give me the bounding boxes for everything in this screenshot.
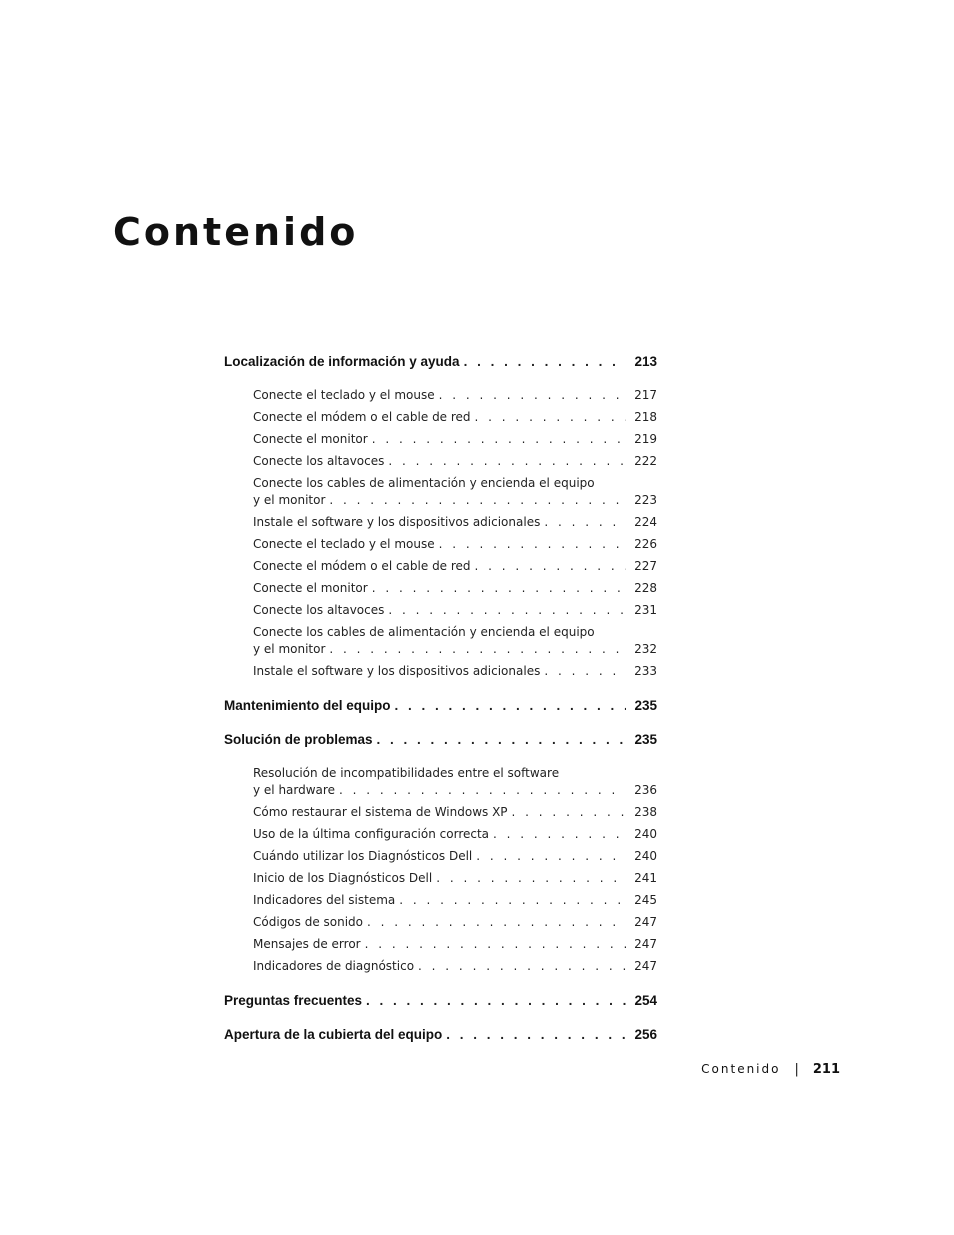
dot-leader bbox=[493, 827, 626, 841]
dot-leader bbox=[367, 915, 626, 929]
toc-page-number: 219 bbox=[634, 432, 657, 446]
toc-item-label: Instale el software y los dispositivos adicionales bbox=[253, 664, 541, 678]
toc-item-label: Conecte el módem o el cable de red bbox=[253, 559, 471, 573]
toc-page-number: 247 bbox=[634, 937, 657, 951]
toc-item-label: Conecte el monitor bbox=[253, 581, 368, 595]
toc-item[interactable] bbox=[224, 388, 657, 410]
toc-item[interactable] bbox=[224, 871, 657, 893]
toc-section-label: Localización de información y ayuda bbox=[224, 354, 460, 369]
dot-leader bbox=[366, 993, 626, 1008]
toc-section-label: Apertura de la cubierta del equipo bbox=[224, 1027, 443, 1042]
footer-label: Contenido bbox=[701, 1062, 781, 1076]
dot-leader bbox=[439, 537, 626, 551]
toc-page-number: 227 bbox=[634, 559, 657, 573]
toc-page-number: 241 bbox=[634, 871, 657, 885]
dot-leader bbox=[329, 493, 626, 507]
toc-item[interactable] bbox=[224, 664, 657, 686]
toc-item-label: y el monitor bbox=[253, 493, 326, 507]
toc-item[interactable] bbox=[224, 625, 657, 664]
toc-section[interactable] bbox=[224, 1027, 657, 1061]
toc-page-number: 228 bbox=[634, 581, 657, 595]
toc-item-label: Indicadores de diagnóstico bbox=[253, 959, 415, 973]
toc-item[interactable] bbox=[224, 805, 657, 827]
dot-leader bbox=[476, 849, 626, 863]
toc-page-number: 218 bbox=[634, 410, 657, 424]
toc-item-label: Códigos de sonido bbox=[253, 915, 364, 929]
toc-item-label: Conecte el módem o el cable de red bbox=[253, 410, 471, 424]
toc-item[interactable] bbox=[224, 537, 657, 559]
dot-leader bbox=[418, 959, 626, 973]
dot-leader bbox=[544, 664, 626, 678]
toc-item-label: Instale el software y los dispositivos adicionales bbox=[253, 515, 541, 529]
toc-item[interactable] bbox=[224, 476, 657, 515]
toc-item[interactable] bbox=[224, 766, 657, 805]
toc-item-label: Conecte los altavoces bbox=[253, 454, 385, 468]
toc-item-label: Conecte el teclado y el mouse bbox=[253, 537, 435, 551]
dot-leader bbox=[329, 642, 626, 656]
toc-section[interactable] bbox=[224, 698, 657, 732]
toc-item[interactable] bbox=[224, 849, 657, 871]
toc-item-label: y el hardware bbox=[253, 783, 335, 797]
toc-item[interactable] bbox=[224, 959, 657, 981]
toc-item[interactable] bbox=[224, 432, 657, 454]
dot-leader bbox=[446, 1027, 626, 1042]
toc-item-label: Resolución de incompatibilidades entre el software bbox=[253, 766, 560, 780]
dot-leader bbox=[475, 559, 627, 573]
dot-leader bbox=[439, 388, 626, 402]
page-title: Contenido bbox=[113, 210, 359, 254]
toc-page-number: 231 bbox=[634, 603, 657, 617]
dot-leader bbox=[544, 515, 626, 529]
toc-item-label: y el monitor bbox=[253, 642, 326, 656]
footer-page-number: 211 bbox=[812, 1062, 840, 1077]
toc-item[interactable] bbox=[224, 893, 657, 915]
toc-page-number: 217 bbox=[634, 388, 657, 402]
toc-item-label: Conecte los cables de alimentación y encienda el equipo bbox=[253, 476, 595, 490]
toc-item[interactable] bbox=[224, 515, 657, 537]
dot-leader bbox=[365, 937, 626, 951]
toc-item[interactable] bbox=[224, 937, 657, 959]
toc-section[interactable] bbox=[224, 354, 657, 388]
dot-leader bbox=[475, 410, 627, 424]
toc-item-label: Indicadores del sistema bbox=[253, 893, 396, 907]
toc-page-number: 238 bbox=[634, 805, 657, 819]
toc-page-number: 247 bbox=[634, 959, 657, 973]
toc-section-label: Mantenimiento del equipo bbox=[224, 698, 391, 713]
toc-item-label: Conecte el monitor bbox=[253, 432, 368, 446]
toc-page-number: 232 bbox=[634, 642, 657, 656]
toc-section-label: Preguntas frecuentes bbox=[224, 993, 363, 1008]
toc-page-number: 224 bbox=[634, 515, 657, 529]
dot-leader bbox=[399, 893, 626, 907]
toc-item[interactable] bbox=[224, 454, 657, 476]
toc-page-number: 235 bbox=[634, 698, 657, 713]
toc-page-number: 222 bbox=[634, 454, 657, 468]
toc-page-number: 236 bbox=[634, 783, 657, 797]
toc-item-label: Uso de la última configuración correcta bbox=[253, 827, 490, 841]
toc-item[interactable] bbox=[224, 410, 657, 432]
toc-page-number: 226 bbox=[634, 537, 657, 551]
toc-page-number: 213 bbox=[634, 354, 657, 369]
toc-page-number: 240 bbox=[634, 827, 657, 841]
dot-leader bbox=[388, 454, 626, 468]
toc-page-number: 254 bbox=[634, 993, 657, 1008]
footer-separator: | bbox=[794, 1062, 799, 1077]
toc-item[interactable] bbox=[224, 827, 657, 849]
toc-item[interactable] bbox=[224, 581, 657, 603]
dot-leader bbox=[436, 871, 626, 885]
toc-page-number: 245 bbox=[634, 893, 657, 907]
toc-page-number: 235 bbox=[634, 732, 657, 747]
toc-section-label: Solución de problemas bbox=[224, 732, 373, 747]
toc-section[interactable] bbox=[224, 993, 657, 1027]
toc-page-number: 247 bbox=[634, 915, 657, 929]
dot-leader bbox=[512, 805, 627, 819]
toc-item-label: Conecte los cables de alimentación y encienda el equipo bbox=[253, 625, 595, 639]
dot-leader bbox=[339, 783, 626, 797]
dot-leader bbox=[377, 732, 627, 747]
dot-leader bbox=[388, 603, 626, 617]
toc-item-label: Cómo restaurar el sistema de Windows XP bbox=[253, 805, 508, 819]
toc-page-number: 233 bbox=[634, 664, 657, 678]
toc-item-label: Inicio de los Diagnósticos Dell bbox=[253, 871, 433, 885]
toc-item[interactable] bbox=[224, 915, 657, 937]
toc-page-number: 256 bbox=[634, 1027, 657, 1042]
toc-item[interactable] bbox=[224, 603, 657, 625]
toc-item-label: Mensajes de error bbox=[253, 937, 361, 951]
toc-item-label: Cuándo utilizar los Diagnósticos Dell bbox=[253, 849, 473, 863]
dot-leader bbox=[395, 698, 627, 713]
toc-section[interactable] bbox=[224, 732, 657, 766]
toc-item-label: Conecte los altavoces bbox=[253, 603, 385, 617]
table-of-contents bbox=[224, 354, 657, 1061]
dot-leader bbox=[372, 581, 626, 595]
toc-item-label: Conecte el teclado y el mouse bbox=[253, 388, 435, 402]
toc-page-number: 240 bbox=[634, 849, 657, 863]
dot-leader bbox=[464, 354, 627, 369]
page-footer bbox=[701, 1062, 840, 1077]
toc-item[interactable] bbox=[224, 559, 657, 581]
toc-page-number: 223 bbox=[634, 493, 657, 507]
dot-leader bbox=[372, 432, 626, 446]
